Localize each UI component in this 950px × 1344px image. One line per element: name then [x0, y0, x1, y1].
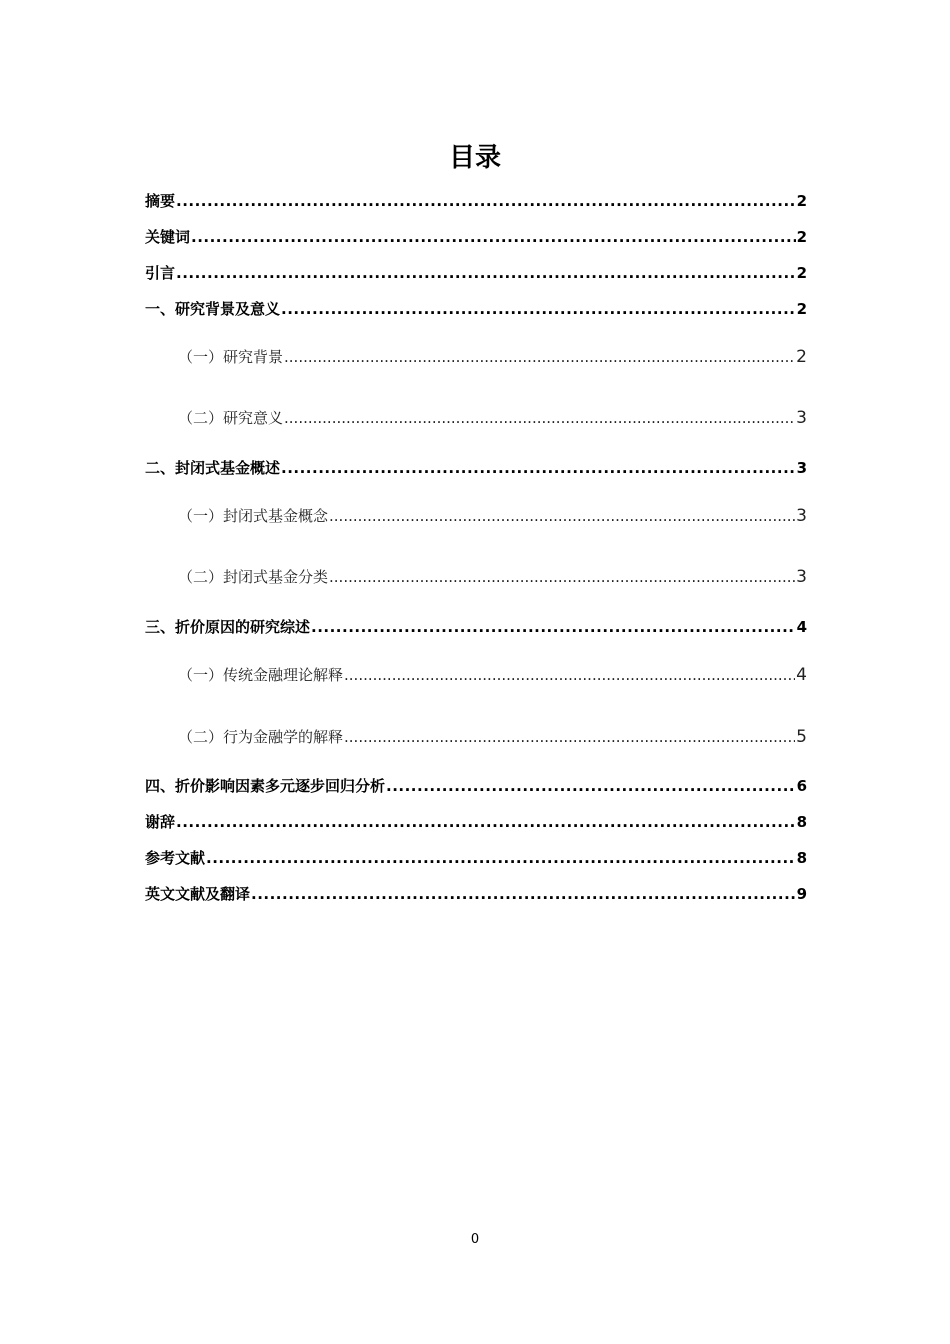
toc-entry-page: 3 [796, 567, 807, 587]
toc-entry-label: （二）封闭式基金分类 [178, 568, 329, 586]
toc-entry-page: 6 [796, 777, 807, 795]
toc-entry-page: 3 [796, 506, 807, 526]
toc-leader [344, 666, 795, 684]
toc-entry-section-1[interactable] [145, 298, 807, 322]
toc-entry-label: 关键词 [145, 228, 191, 246]
toc-entry-label: 四、折价影响因素多元逐步回归分析 [145, 777, 386, 795]
toc-entry-section-2-2[interactable] [178, 566, 807, 590]
toc-entry-label: （一）封闭式基金概念 [178, 507, 329, 525]
toc-leader [386, 777, 796, 795]
toc-entry-introduction[interactable] [145, 262, 807, 286]
toc-entry-page: 3 [796, 408, 807, 428]
toc-entry-page: 2 [796, 192, 807, 210]
toc-leader [281, 300, 796, 318]
toc-entry-page: 8 [796, 849, 807, 867]
toc-leader [281, 459, 796, 477]
toc-entry-abstract[interactable] [145, 190, 807, 214]
toc-entry-acknowledgements[interactable] [145, 811, 807, 835]
toc-entry-page: 9 [796, 885, 807, 903]
toc-entry-label: 英文文献及翻译 [145, 885, 251, 903]
toc-entry-label: 三、折价原因的研究综述 [145, 618, 311, 636]
toc-entry-label: 一、研究背景及意义 [145, 300, 281, 318]
toc-leader [191, 228, 796, 246]
toc-entry-section-3-2[interactable] [178, 726, 807, 750]
toc-entry-page: 4 [796, 618, 807, 636]
toc-entry-keywords[interactable] [145, 226, 807, 250]
toc-entry-label: 二、封闭式基金概述 [145, 459, 281, 477]
toc-entry-section-1-2[interactable] [178, 407, 807, 431]
toc-entry-page: 8 [796, 813, 807, 831]
toc-entry-section-2-1[interactable] [178, 505, 807, 529]
toc-leader [176, 192, 796, 210]
toc-leader [206, 849, 796, 867]
toc-leader [284, 409, 795, 427]
toc-leader [284, 348, 795, 366]
toc-entry-label: 引言 [145, 264, 176, 282]
toc-entry-page: 3 [796, 459, 807, 477]
toc-leader [251, 885, 796, 903]
toc-entry-label: （一）传统金融理论解释 [178, 666, 344, 684]
page-number: 0 [470, 1232, 480, 1247]
toc-entry-section-1-1[interactable] [178, 346, 807, 370]
toc-entry-english-literature[interactable] [145, 883, 807, 907]
toc-entry-section-4[interactable] [145, 775, 807, 799]
toc-entry-page: 2 [796, 264, 807, 282]
toc-entry-page: 2 [796, 228, 807, 246]
toc-entry-label: （一）研究背景 [178, 348, 284, 366]
toc-entry-page: 5 [796, 727, 807, 747]
toc-leader [344, 728, 795, 746]
toc-entry-label: 摘要 [145, 192, 176, 210]
toc-entry-label: 参考文献 [145, 849, 206, 867]
toc-leader [176, 813, 796, 831]
toc-leader [311, 618, 796, 636]
toc-entry-section-3[interactable] [145, 616, 807, 640]
toc-entry-label: 谢辞 [145, 813, 176, 831]
toc-entry-section-2[interactable] [145, 457, 807, 481]
toc-entry-references[interactable] [145, 847, 807, 871]
toc-entry-page: 4 [796, 665, 807, 685]
toc-leader [329, 568, 795, 586]
toc-entry-label: （二）研究意义 [178, 409, 284, 427]
page-title: 目录 [448, 143, 501, 173]
toc-entry-page: 2 [796, 300, 807, 318]
toc-leader [329, 507, 795, 525]
toc-leader [176, 264, 796, 282]
toc-entry-label: （二）行为金融学的解释 [178, 728, 344, 746]
toc-entry-page: 2 [796, 347, 807, 367]
toc-entry-section-3-1[interactable] [178, 664, 807, 688]
